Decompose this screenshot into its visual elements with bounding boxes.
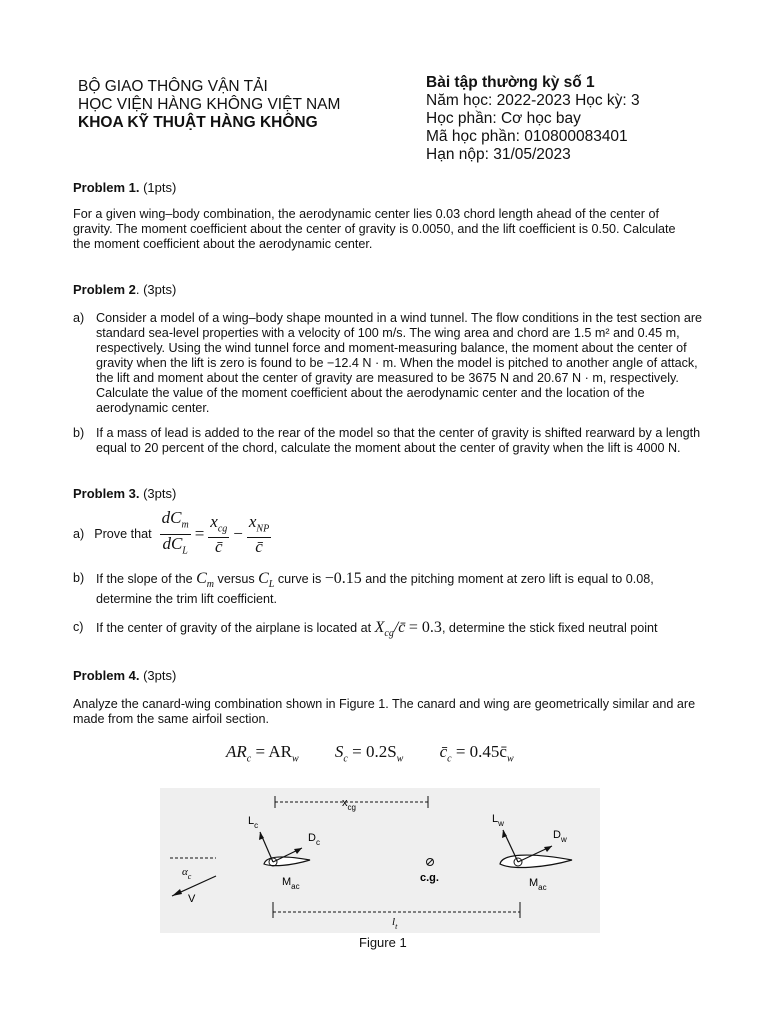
problem-2-points: . (3pts) (135, 282, 177, 297)
problem-4-text: Analyze the canard-wing combination shown in Figure 1. The canard and wing are geometrically similar and are made from the same airfoil section. (73, 697, 696, 726)
problem-2-title (73, 282, 176, 297)
problem-2b-text: If a mass of lead is added to the rear of the model so that the center of gravity is shifted rearward by a length equal to 20 percent of the chord, calculate the moment about the center of gravity when the lift is 4000 N. (96, 426, 701, 455)
problem-4-heading: Problem 4. (73, 668, 140, 683)
text-fragment: and the pitching moment at zero lift is equal to 0.08, determine the trim lift coefficient. (96, 572, 654, 607)
canard-lift-label: $L_c$ (248, 815, 259, 830)
problem-1-heading: Problem 1. (73, 180, 140, 195)
course-name: Học phần: Cơ học bay (426, 110, 581, 127)
wing-moment-label: $M_{ac}$ (529, 877, 547, 892)
course-code: Mã học phần: 010800083401 (426, 128, 628, 145)
problem-3-title (73, 486, 176, 501)
problem-3a-text: Prove that (94, 527, 152, 541)
problem-1-title (73, 180, 176, 195)
problem-4-points: (3pts) (139, 668, 177, 683)
text-fragment: , determine the stick fixed neutral point (441, 621, 658, 635)
item-label: c) (73, 620, 84, 634)
header-ministry: BỘ GIAO THÔNG VẬN TẢI (78, 78, 268, 95)
item-label: b) (73, 426, 85, 440)
assignment-title: Bài tập thường kỳ số 1 (426, 74, 595, 91)
problem-3c (73, 620, 703, 641)
problem-3-points: (3pts) (139, 486, 177, 501)
header-academy: HỌC VIỆN HÀNG KHÔNG VIỆT NAM (78, 96, 341, 113)
eq-fragment: = 0.2S (352, 742, 397, 761)
academic-year: Năm học: 2022-2023 Học kỳ: 3 (426, 92, 640, 109)
cg-label: c.g. (420, 872, 439, 884)
dcm-dcl-equation: $\frac{dC_m}{dC_L}$ = $\frac{x_{cg}}{c̄}$ − $\frac{x_{NP}}{c̄}$ (161, 508, 270, 557)
text-fragment: curve is (277, 572, 322, 586)
text-fragment: versus (217, 572, 255, 586)
problem-2-heading: Problem 2 (73, 282, 136, 297)
problem-2a-text: Consider a model of a wing–body shape mounted in a wind tunnel. The flow conditions in the test section are standard sea-level properties with a velocity of 100 m/s. The wing area and chord are 1.5 m² and 0.45 m, respectively. Using the wind tunnel force and moment-measuring balance, the moment about the center of gravity when the lift is zero is found to be −12.4 N · m. When the model is pitched to another angle of attack, the lift and moment about the center of gravity are measured to be 3675 N and 20.67 N · m, respectively. Calculate the value of the moment coefficient about the aerodynamic center and the location of the aerodynamic center. (96, 311, 703, 415)
slope-value: −0.15 (324, 570, 362, 587)
canard-moment-label: $M_{ac}$ (282, 876, 300, 891)
wing-lift-label: $L_w$ (492, 813, 504, 828)
text-fragment: If the slope of the (96, 572, 193, 586)
problem-2a (73, 311, 703, 416)
text-fragment: If the center of gravity of the airplane is located at (96, 621, 372, 635)
assignment-header (426, 74, 640, 164)
xcg-label: $x_{cg}$ (342, 797, 356, 812)
area-equation: $S_c = 0.2S_w$ (334, 742, 404, 765)
institution-header (78, 78, 340, 132)
eq-fragment: = AR (255, 742, 292, 761)
lt-label: $l_t$ (392, 916, 398, 931)
xcg-value: = 0.3 (408, 619, 442, 636)
problem-3a (73, 508, 271, 557)
problem-3b (73, 571, 703, 607)
chord-equation: $c̄_c$ = $0.45c̄_w$ (439, 742, 514, 765)
wing-drag-label: $D_w$ (553, 829, 567, 844)
item-label: a) (73, 311, 85, 325)
canard-wing-equations (226, 742, 514, 764)
problem-1-text: For a given wing–body combination, the aerodynamic center lies 0.03 chord length ahead of the center of gravity. The moment coefficient about the center of gravity is 0.0050, and the lift coefficient is 0.50. Calculate the moment coefficient about the aerodynamic center. (73, 207, 676, 251)
alpha-label: $\alpha_c$ (182, 866, 192, 881)
canard-drag-label: $D_c$ (308, 832, 320, 847)
problem-2b (73, 426, 703, 456)
header-faculty: KHOA KỸ THUẬT HÀNG KHÔNG (78, 114, 318, 131)
eq-fragment: = 0.45c̄ (455, 742, 507, 761)
problem-1-points: (1pts) (139, 180, 177, 195)
deadline: Hạn nộp: 31/05/2023 (426, 146, 571, 163)
item-label: a) (73, 527, 85, 541)
velocity-label: V (188, 893, 196, 905)
problem-4-title (73, 668, 176, 683)
problem-3-heading: Problem 3. (73, 486, 140, 501)
problem-3c-text: If the center of gravity of the airplane is located at $X_{cg}/c̄ = 0.3$, determine the stick fixed neutral point (96, 619, 658, 640)
problem-3b-text: If the slope of the $C_m$ versus $C_L$ curve is −0.15 and the pitching moment at zero lift is equal to 0.08, determine the trim lift coefficient. (96, 570, 654, 607)
canard-wing-figure (160, 788, 600, 933)
aspect-ratio-equation: $AR_c = AR_w$ (226, 742, 299, 765)
item-label: b) (73, 571, 85, 585)
figure-caption: Figure 1 (359, 935, 407, 950)
